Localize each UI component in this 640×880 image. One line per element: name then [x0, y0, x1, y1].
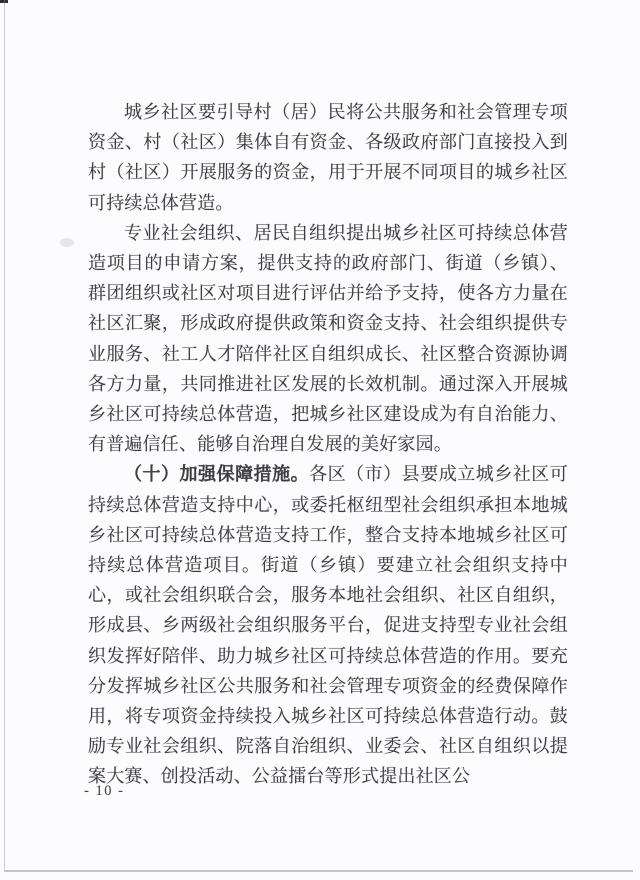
- scan-smudge-artifact: [60, 238, 74, 247]
- document-body: [88, 97, 568, 792]
- paragraph-safeguard-measures: [88, 459, 568, 791]
- scan-left-edge-line: [4, 0, 5, 872]
- paragraph-project-mechanism: 专业社会组织、居民自组织提出城乡社区可持续总体营造项目的申请方案，提供支持的政府部门、街道（乡镇）、群团组织或社区对项目进行评估并给予支持，使各方力量在社区汇聚，形成政府提供政策和资金支持、社会组织提供专业服务、社工人才陪伴社区自组织成长、社区整合资源协调各方力量，共同推进社区发展的长效机制。通过深入开展城乡社区可持续总体营造，把城乡社区建设成为有自治能力、有普遍信任、能够自治理自发展的美好家园。: [88, 222, 568, 455]
- page-number: - 10 -: [84, 783, 125, 799]
- paragraph-funding-guidance: 城乡社区要引导村（居）民将公共服务和社会管理专项资金、村（社区）集体自有资金、各级政府部门直接投入到村（社区）开展服务的资金，用于开展不同项目的城乡社区可持续总体营造。: [88, 102, 568, 213]
- section-heading-10: （十）加强保障措施。: [124, 464, 310, 485]
- scan-bottom-edge-line: [5, 870, 633, 872]
- paragraph-safeguard-measures-text: 各区（市）县要成立城乡社区可持续总体营造支持中心，或委托枢纽型社会组织承担本地城乡社区可持续总体营造支持工作，整合支持本地城乡社区可持续总体营造项目。街道（乡镇）要建立社会组织支持中心，或社会组织联合会，服务本地社会组织、社区自组织，形成县、乡两级社会组织服务平台，促进支持型专业社会组织发挥好陪伴、助力城乡社区可持续总体营造的作用。要充分发挥城乡社区公共服务和社会管理专项资金的经费保障作用，将专项资金持续投入城乡社区可持续总体营造行动。鼓励专业社会组织、院落自治组织、业委会、社区自组织以提案大赛、创投活动、公益擂台等形式提出社区公: [88, 464, 568, 787]
